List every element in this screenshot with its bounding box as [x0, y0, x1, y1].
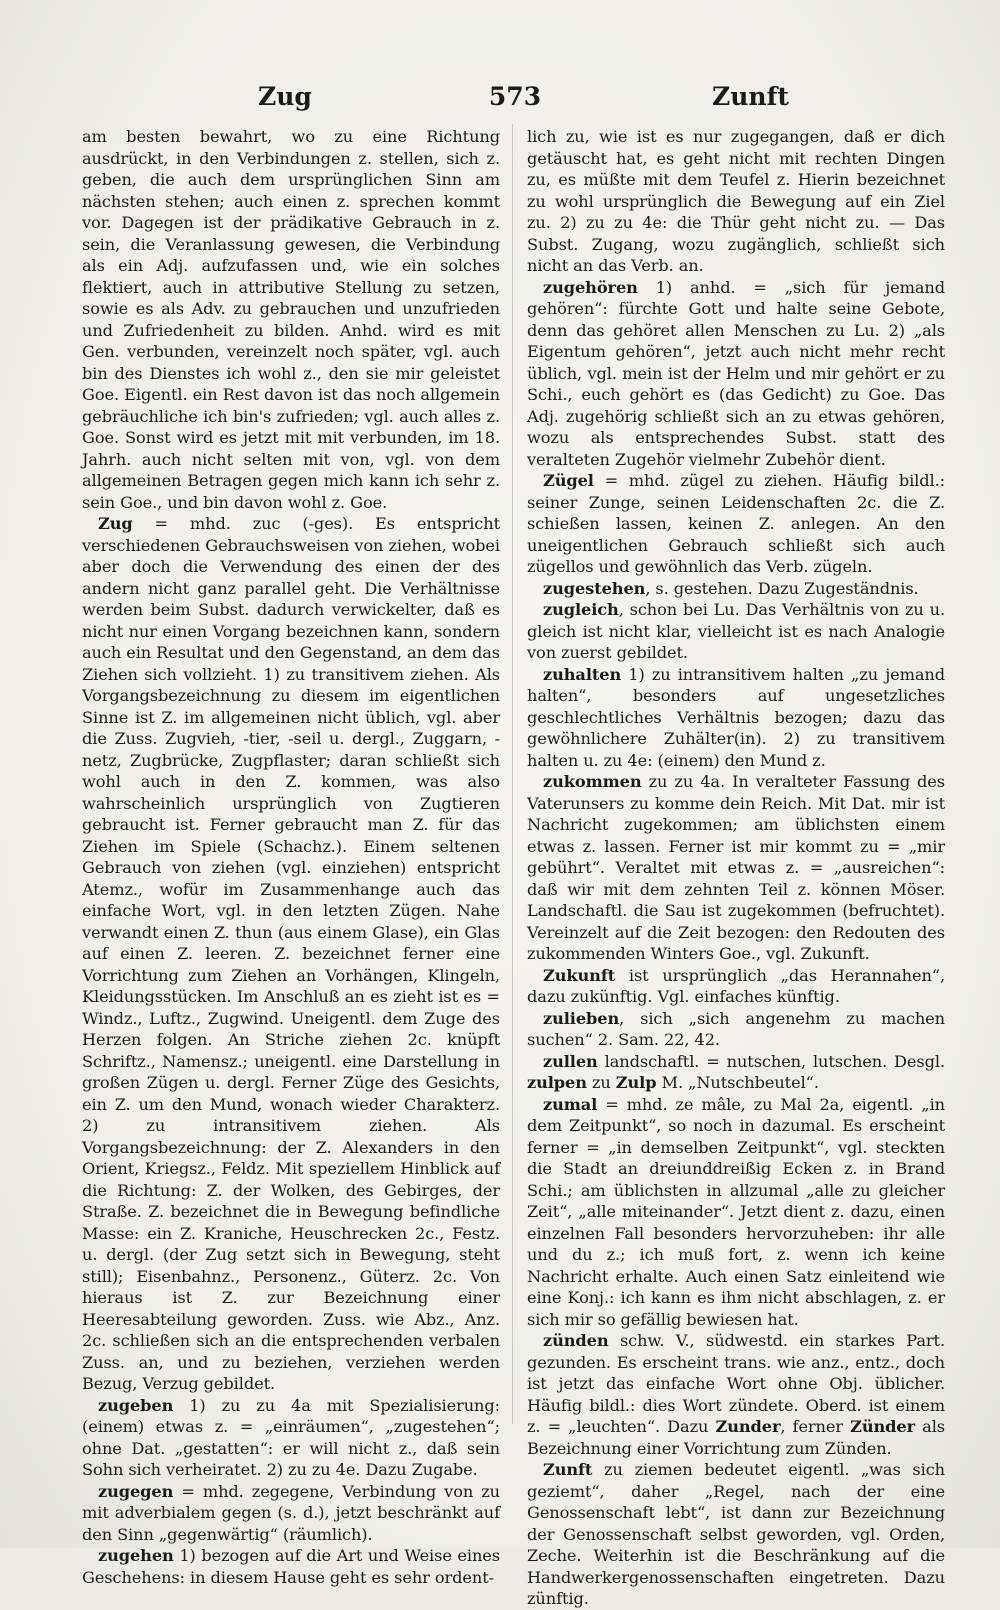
dictionary-entry — [527, 1008, 945, 1051]
entry-text: = mhd. ze mâle, zu Mal 2a, eigentl. „in dem Zeitpunkt“, so noch in dazumal. Es erscheint ferner = „in demselben Zeitpunkt“, vgl. steckten die Stadt an dreiunddreißig Ecken z. in Brand Schi.; am üblichsten in allzumal „alle zu gleicher Zeit“, „alle miteinander“. Jetzt dient z. dazu, einen einzelnen Fall besonders hervorzuheben: ihr alle und du z.; ich muß fort, z. wenn ich keine Nachricht erhalte. Auch einen Satz einleitend wie eine Konj.: ich kann es ihm nicht abschlagen, z. er sich mir so gefällig bewiesen hat. — [527, 1094, 945, 1329]
entry-headword: zuhalten — [543, 664, 622, 684]
entry-headword: zukommen — [543, 772, 642, 791]
entry-headword: Zulp — [615, 1073, 657, 1092]
entry-text: = mhd. zegegene, Verbindung von zu mit adverbialem gegen (s. d.), jetzt beschränkt auf den Sinn „gegenwärtig“ (räumlich). — [82, 1481, 500, 1544]
entry-headword: zugehen — [98, 1546, 174, 1565]
page-header — [0, 82, 1000, 122]
entry-text: landschaftl. = nutschen, lutschen. Desgl. — [597, 1051, 945, 1071]
entry-text: , ferner — [780, 1417, 851, 1436]
entry-headword: Zünder — [850, 1417, 916, 1436]
entry-text: 1) bezogen auf die Art und Weise eines Geschehens: in diesem Hause geht es sehr ordent- — [82, 1546, 500, 1587]
dictionary-entry — [527, 1330, 945, 1459]
entry-text: zu ziemen bedeutet eigentl. „was sich geziemt“, daher „Regel, nach der eine Genossenschaft lebt“, ist dann zur Bezeichnung der Genossenschaft selbst geworden, vgl. Orden, Zeche. Weiterhin ist die Beschränkung auf die Handwerkergenossenschaften eingetreten. Dazu zünftig. — [527, 1460, 945, 1608]
continued-entry: am besten bewahrt, wo zu eine Richtung ausdrückt, in den Verbindungen z. stellen, sich z. geben, die auch dem ursprünglichen Sinn am nächsten stehen; auch einen z. sprechen kommt vor. Dagegen ist der prädikative Gebrauch in z. sein, die Veranlassung gewesen, die Verbindung als ein Adj. aufzufassen und, wie ein solches flektiert, auch in attributive Stellung zu setzen, sowie es als Adv. zu gebrauchen und unzufrieden und Zufriedenheit zu bilden. Anhd. wird es mit Gen. verbunden, vereinzelt noch später, vgl. auch bin des Dienstes ich wohl z., den sie mir geleistet Goe. Eigentl. ein Rest davon ist das noch allgemein gebräuchliche ich bin's zufrieden; vgl. auch alles z. Goe. Sonst wird es jetzt mit mit verbunden, im 18. Jahrh. auch nicht selten mit von, vgl. von dem allgemeinen Betragen gegen mich kann ich sehr z. sein Goe., und bin davon wohl z. Goe. — [82, 127, 500, 512]
entry-text: zu — [586, 1073, 616, 1092]
entry-headword: zugegen — [98, 1481, 174, 1501]
entry-text: zu zu 4a. In veralteter Fassung des Vaterunsers zu komme dein Reich. Mit Dat. mir ist Nachricht zugekommen; am üblichsten einem etwas z. lassen. Ferner ist mir kommt zu = „mir gebührt“. Veraltet mit etwas z. = „ausreichen“: daß wir mit dem zehnten Teil z. können Möser. Landschaftl. die Sau ist zugekommen (befruchtet). Vereinzelt auf die Zeit bezogen: den Redouten des zukommenden Winters Goe., vgl. Zukunft. — [527, 772, 945, 963]
dictionary-entry — [82, 1395, 500, 1481]
left-running-headword: Zug — [258, 82, 312, 111]
entry-headword: zulieben — [543, 1008, 620, 1028]
column-divider — [512, 124, 513, 1424]
entry-headword: zugestehen — [543, 578, 646, 598]
entry-headword: zugehören — [543, 277, 638, 297]
dictionary-entry — [527, 965, 945, 1008]
entry-text: = mhd. zuc (-ges). Es entspricht verschiedenen Gebrauchsweisen von ziehen, wobei aber doch die Verwendung des einen der des andern nicht ganz parallel geht. Die Verhältnisse werden beim Subst. dadurch verwickelter, daß es nicht nur einen Vorgang bezeichnen kann, sondern auch ein Resultat und den Gegenstand, an dem das Ziehen sich vollzieht. 1) zu transitivem ziehen. Als Vorgangsbezeichnung zu diesem im eigentlichen Sinne ist Z. im allgemeinen nicht üblich, vgl. aber die Zuss. Zugvieh, -tier, -seil u. dergl., Zuggarn, -netz, Zugbrücke, Zugpflaster; daran schließt sich wohl auch in den Z. kommen, was also wahrscheinlich ursprünglich von Zugtieren gebraucht ist. Ferner gebraucht man Z. für das Ziehen im Spiele (Schachz.). Einem seltenen Gebrauch von ziehen (vgl. einziehen) entspricht Atemz., wofür im Zusammenhange auch das einfache Wort, vgl. in den letzten Zügen. Nahe verwandt einen Z. thun (aus einem Glase), ein Glas auf einen Z. leeren. Z. bezeichnet ferner eine Vorrichtung zum Ziehen an Vorhängen, Klingeln, Kleidungsstücken. Im Anschluß an es zieht ist es = Windz., Luftz., Zugwind. Uneigentl. dem Zuge des Herzen folgen. An Striche ziehen 2c. knüpft Schriftz., Namensz.; uneigentl. eine Darstellung in großen Zügen u. dergl. Ferner Züge des Gesichts, ein Z. um den Mund, wonach wieder Charakterz. 2) zu intransitivem ziehen. Als Vorgangsbezeichnung: der Z. Alexanders in den Orient, Kriegsz., Feldz. Mit speziellem Hinblick auf die Richtung: Z. der Wolken, des Gebirges, der Straße. Z. bezeichnet die in Bewegung befindliche Masse: ein Z. Kraniche, Heuschrecken 2c., Festz. u. dergl. (der Zug setzt sich in Bewegung, steht still); Eisenbahnz., Personenz., Güterz. 2c. Von hieraus ist Z. zur Bezeichnung einer Heeresabteilung geworden. Zuss. wie Abz., Anz. 2c. schließen sich an die entsprechenden verbalen Zuss. an, und zu beziehen, verziehen werden Bezug, Verzug gebildet. — [82, 514, 500, 1393]
entry-headword: Zukunft — [543, 965, 616, 985]
entry-headword: zullen — [543, 1051, 598, 1071]
entry-text: 1) anhd. = „sich für jemand gehören“: fürchte Gott und halte seine Gebote, denn das gehöret allen Menschen zu Lu. 2) „als Eigentum gehören“, jetzt auch nicht mehr recht üblich, vgl. mein ist der Helm und mir gehört er zu Schi., euch gehört es (das Gedicht) zu Goe. Das Adj. zugehörig schließt sich an zu etwas gehören, wozu als entsprechendes Subst. statt des veralteten Zugehör vielmehr Zubehör dient. — [527, 277, 945, 469]
entry-headword: zugleich — [543, 600, 619, 619]
right-column — [527, 126, 945, 1610]
page-number: 573 — [488, 82, 542, 111]
dictionary-entry — [527, 599, 945, 664]
entry-headword: Zunft — [543, 1460, 593, 1479]
left-column — [82, 126, 500, 1588]
entry-headword: Zug — [98, 514, 133, 533]
entry-text: M. „Nutschbeutel“. — [656, 1073, 819, 1092]
dictionary-entry — [82, 1545, 500, 1588]
dictionary-entry — [527, 664, 945, 772]
entry-headword: zulpen — [527, 1073, 587, 1092]
entry-text: schw. V., südwestd. ein starkes Part. gezunden. Es erscheint trans. wie anz., entz., doch ist jetzt das einfache Wort ohne Obj. üblicher. Häufig bildl.: dies Wort zündete. Oberd. ist einem z. = „leuchten“. Dazu — [527, 1331, 945, 1436]
entry-text: = mhd. zügel zu ziehen. Häufig bildl.: seiner Zunge, seinen Leidenschaften 2c. die Z. schießen lassen, keinen Z. anlegen. An den uneigentlichen Gebrauch schließt sich auch zügellos und gewöhnlich das Verb. zügeln. — [527, 471, 945, 576]
dictionary-entry — [527, 771, 945, 965]
dictionary-entry — [527, 578, 945, 600]
dictionary-entry — [82, 1481, 500, 1546]
dictionary-entry — [527, 1051, 945, 1094]
entry-text: als Bezeichnung einer Vorrichtung zum Zünden. — [527, 1417, 945, 1458]
dictionary-entry — [527, 470, 945, 578]
entry-text: , sich „sich angenehm zu machen suchen“ 2. Sam. 22, 42. — [527, 1008, 945, 1049]
entry-text: , schon bei Lu. Das Verhältnis von zu u. gleich ist nicht klar, vielleicht ist es nach Analogie von zuerst gebildet. — [527, 600, 945, 662]
entry-headword: zumal — [543, 1094, 598, 1114]
entry-headword: zugeben — [98, 1395, 174, 1415]
dictionary-entry — [527, 1094, 945, 1331]
entry-text: 1) zu zu 4a mit Spezialisierung: (einem) etwas z. = „einräumen“, „zugestehen“; ohne Dat. „gestatten“: er will nicht z., daß sein Sohn sich verheiratet. 2) zu zu 4e. Dazu Zugabe. — [82, 1395, 500, 1479]
entry-text: ist ursprünglich „das Herannahen“, dazu zukünftig. Vgl. einfaches künftig. — [527, 965, 945, 1006]
dictionary-entry — [82, 513, 500, 1395]
entry-text: 1) zu intransitivem halten „zu jemand halten“, besonders auf ungesetzliches geschlechtliches Verhältnis bezogen; dazu das gewöhnlichere Zuhälter(in). 2) zu transitivem halten u. zu 4e: (einem) den Mund z. — [527, 664, 945, 770]
dictionary-entry — [527, 1459, 945, 1610]
continued-entry: lich zu, wie ist es nur zugegangen, daß er dich getäuscht hat, es geht nicht mit rechten Dingen zu, es müßte mit dem Teufel z. Hierin bezeichnet zu wohl ursprünglich die Bewegung auf ein Ziel zu. 2) zu zu 4e: die Thür geht nicht zu. — Das Subst. Zugang, wozu zugänglich, schließt sich nicht an das Verb. an. — [527, 127, 945, 275]
entry-headword: zünden — [543, 1331, 609, 1350]
entry-headword: Zügel — [543, 471, 594, 490]
dictionary-entry — [527, 277, 945, 471]
entry-headword: Zunder — [715, 1417, 781, 1436]
right-running-headword: Zunft — [712, 82, 789, 111]
entry-text: , s. gestehen. Dazu Zugeständnis. — [645, 578, 919, 598]
